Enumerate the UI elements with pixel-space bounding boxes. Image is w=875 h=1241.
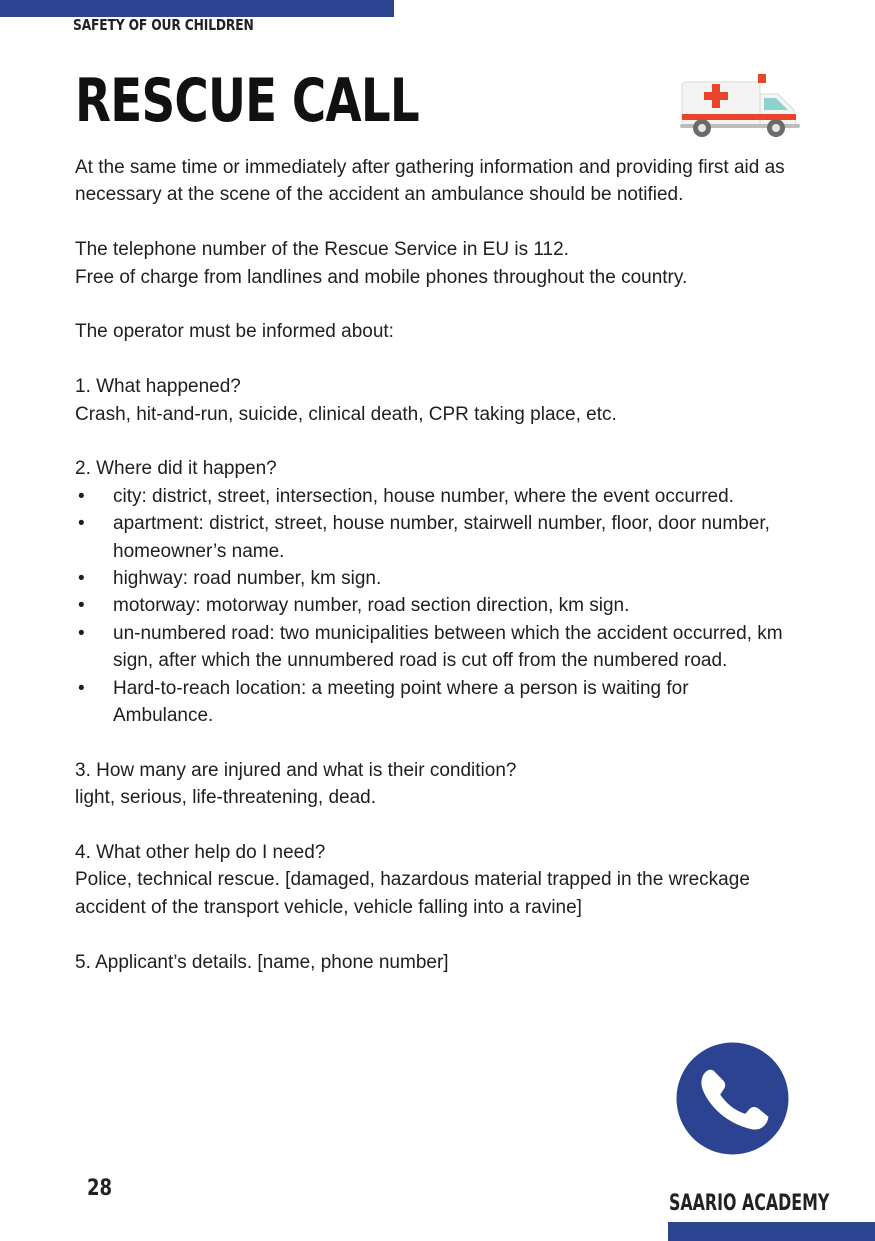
location-list (75, 483, 790, 730)
answer-4: Police, technical rescue. [damaged, hazardous material trapped in the wreckage accident of the transport vehicle, vehicle falling into a ravine] (75, 869, 750, 918)
answer-1: Crash, hit-and-run, suicide, clinical death, CPR taking place, etc. (75, 403, 617, 425)
list-item: • un-numbered road: two municipalities between which the accident occurred, km sign, after which the unnumbered road is cut off from the numbered road. (78, 622, 783, 672)
question-1: 1. What happened? (75, 376, 241, 398)
phone-number-line: The telephone number of the Rescue Service in EU is 112. (75, 239, 569, 261)
ambulance-icon (678, 70, 802, 140)
answer-3: light, serious, life-threatening, dead. (75, 787, 377, 809)
intro-paragraph: At the same time or immediately after gathering information and providing first aid as necessary at the scene of the accident an ambulance should be notified. (75, 157, 785, 206)
list-item: • Hard-to-reach location: a meeting point where a person is waiting for Ambulance. (78, 677, 689, 727)
phone-icon (676, 1042, 789, 1155)
page-title: RESCUE CALL (75, 66, 419, 136)
list-item: • motorway: motorway number, road section direction, km sign. (78, 595, 630, 617)
footer-label: SAARIO ACADEMY (669, 1191, 830, 1216)
list-item: • apartment: district, street, house number, stairwell number, floor, door number, homeowner’s name. (78, 513, 770, 562)
list-item: • highway: road number, km sign. (78, 568, 382, 590)
top-accent-bar (0, 0, 394, 17)
question-3: 3. How many are injured and what is their condition? (75, 759, 517, 781)
page-number: 28 (87, 1176, 113, 1201)
header-label: SAFETY OF OUR CHILDREN (73, 16, 254, 34)
question-2: 2. Where did it happen? (75, 458, 277, 480)
list-item: • city: district, street, intersection, house number, where the event occurred. (78, 485, 734, 507)
bottom-accent-bar (668, 1222, 875, 1241)
operator-intro: The operator must be informed about: (75, 321, 394, 343)
question-4: 4. What other help do I need? (75, 842, 326, 864)
free-of-charge-line: Free of charge from landlines and mobile phones throughout the country. (75, 266, 688, 288)
article-body (75, 154, 790, 976)
question-5: 5. Applicant’s details. [name, phone number] (75, 951, 449, 973)
